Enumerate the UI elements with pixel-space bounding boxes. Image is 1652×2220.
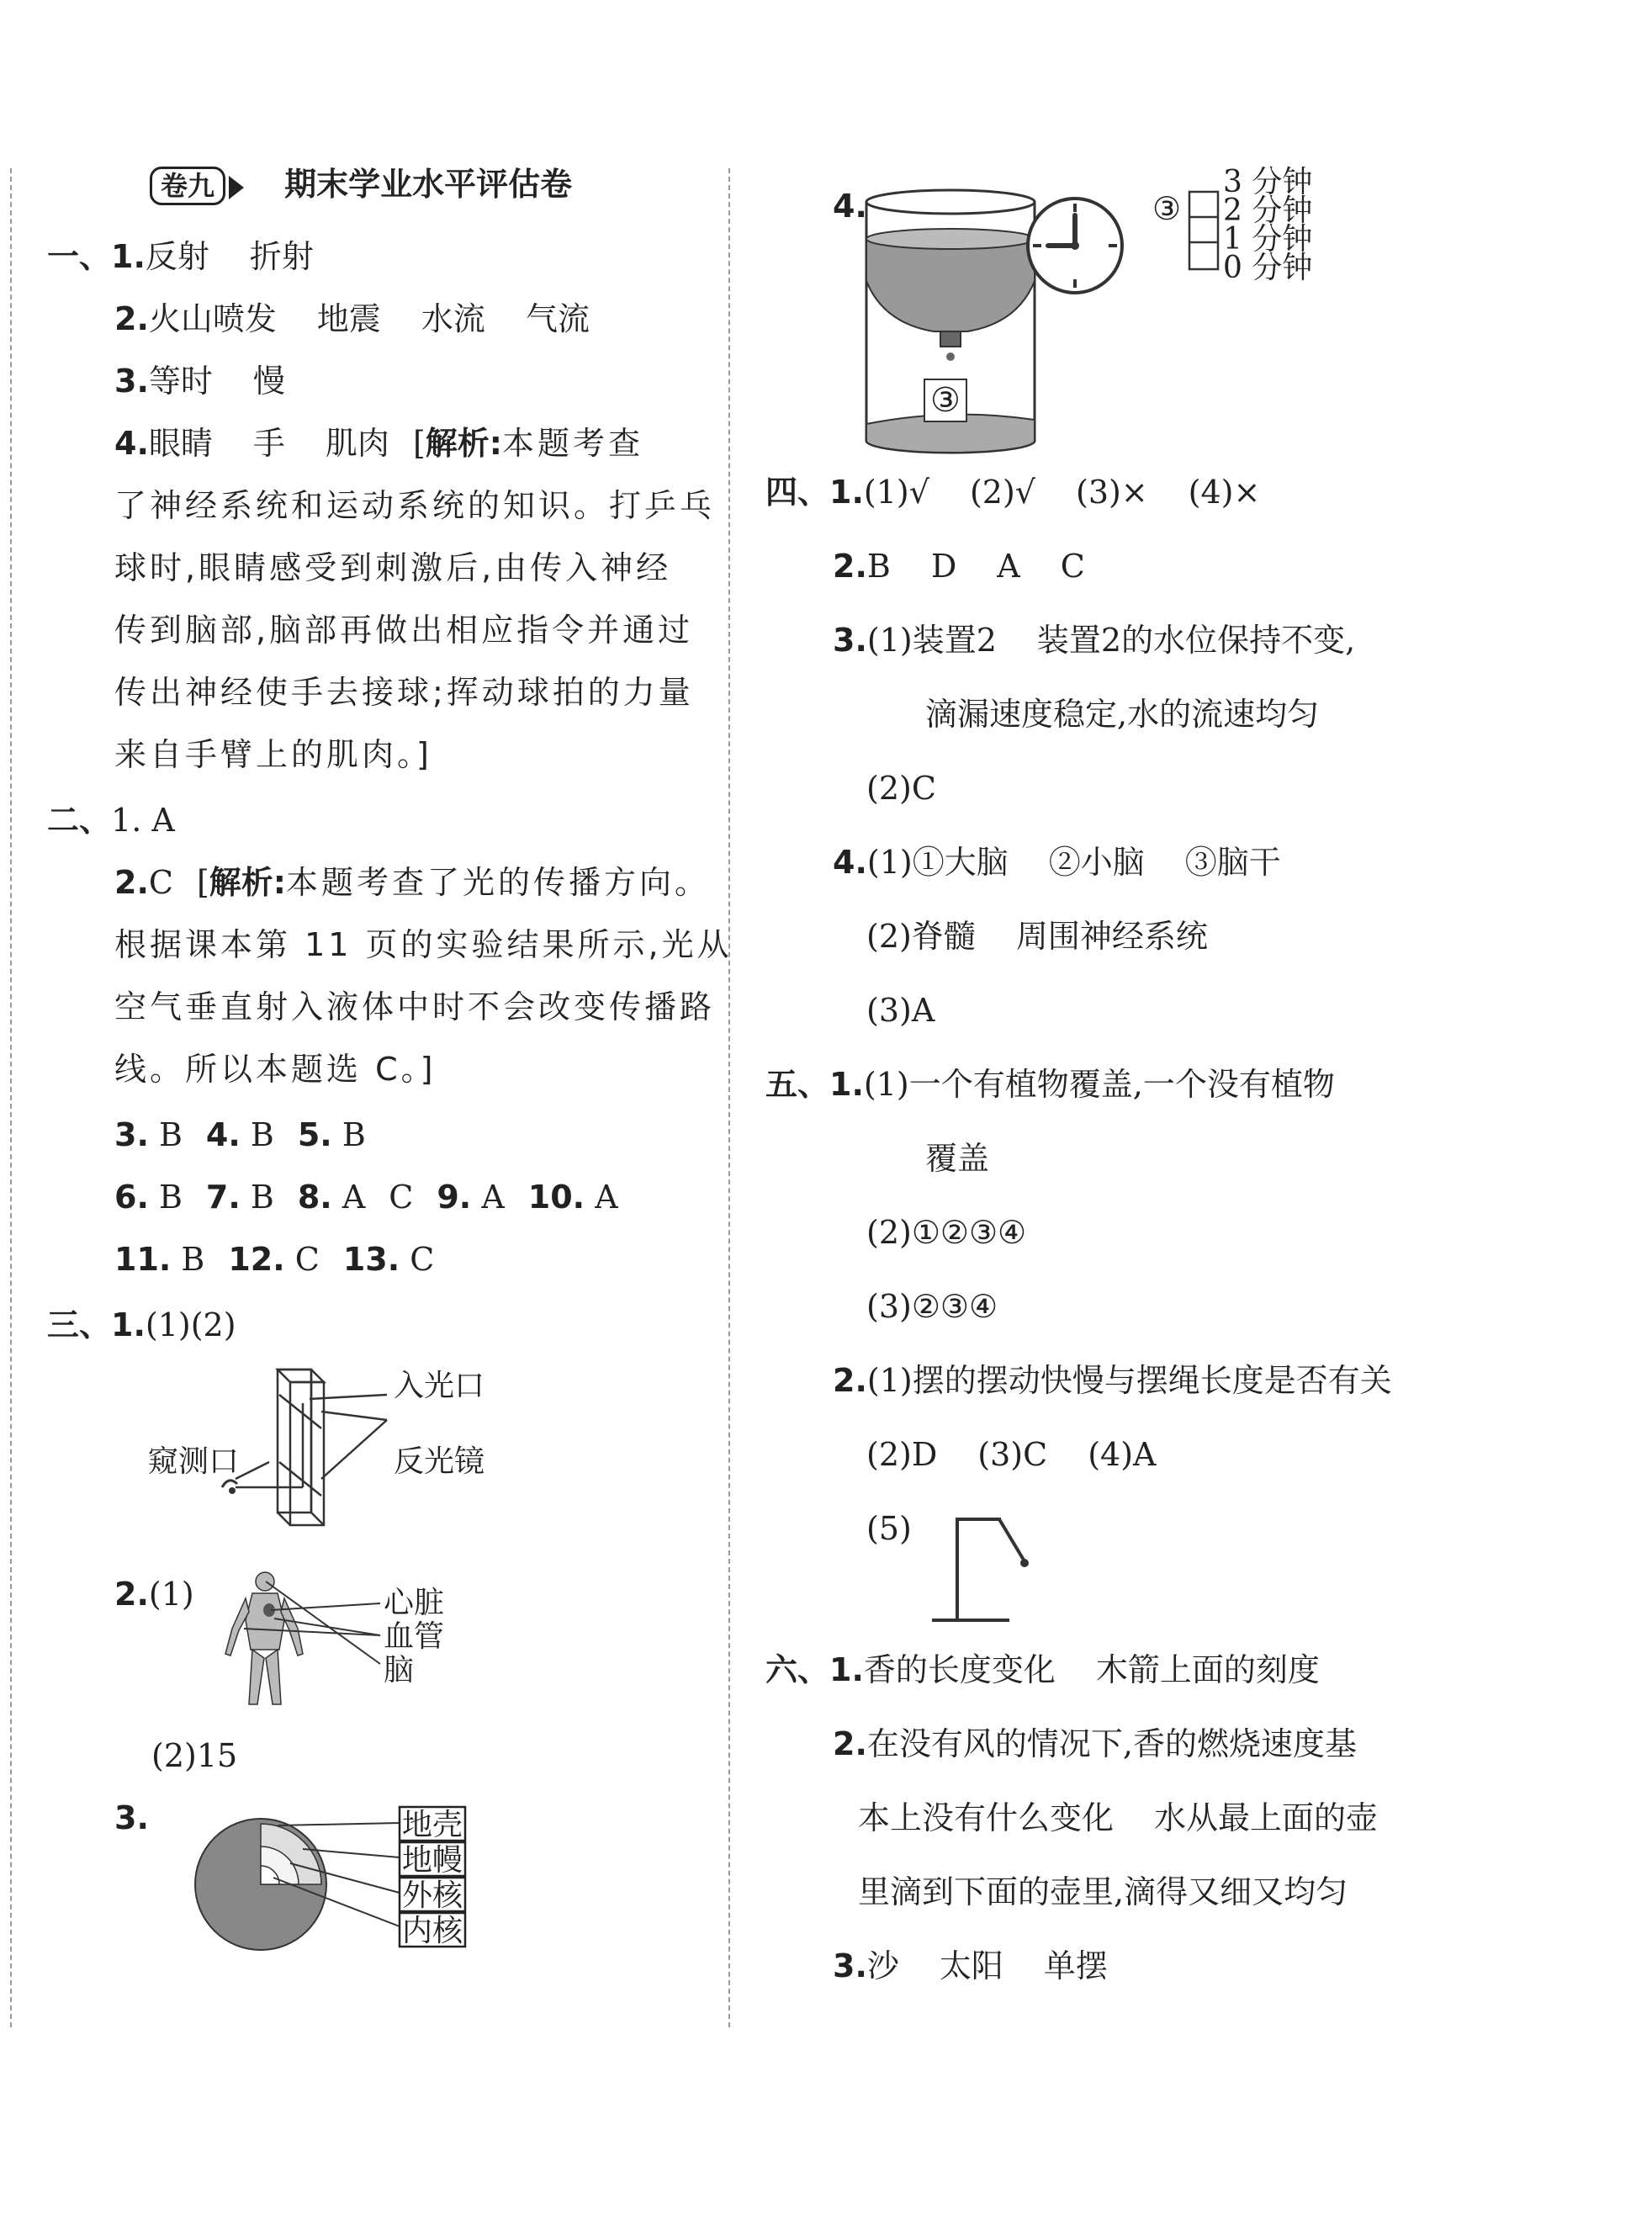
s2-row3 xyxy=(114,1115,366,1154)
answer: B xyxy=(158,1179,183,1216)
s2-row5 xyxy=(114,1240,434,1279)
label-vessel: 血管 xyxy=(384,1619,445,1654)
s2-q1 xyxy=(47,801,175,840)
analysis-label: 解析: xyxy=(209,864,286,901)
answer: 眼睛 xyxy=(148,425,213,462)
s4-q3-line3: (2)C xyxy=(866,770,936,807)
s1-q2 xyxy=(114,299,590,338)
answer: 香的长度变化 xyxy=(863,1651,1056,1688)
answer: C xyxy=(294,1241,320,1278)
q-num: 2. xyxy=(114,864,149,901)
label-light-entry: 入光口 xyxy=(394,1369,485,1403)
column-divider xyxy=(728,168,730,2027)
answer: 地震 xyxy=(316,300,381,337)
bracket: [ xyxy=(196,864,209,901)
s1-q4-analysis-line: 球时,眼睛感受到刺激后,由传入神经 xyxy=(114,549,672,586)
scale-mark: ③ xyxy=(1152,190,1182,227)
answer: B xyxy=(250,1179,274,1216)
answer: 水从最上面的壶 xyxy=(1154,1799,1379,1836)
time-scale xyxy=(1188,190,1221,274)
s4-q4 xyxy=(833,843,1281,882)
q-num: 11. xyxy=(114,1241,172,1278)
answer: (3)C xyxy=(977,1436,1048,1473)
section-num: 一、 xyxy=(47,238,112,275)
s3-q4-num: 4. xyxy=(833,188,867,225)
s1-q1 xyxy=(47,237,314,276)
answer: C xyxy=(1060,548,1085,585)
q-num: 4. xyxy=(114,425,149,462)
q-num: 9. xyxy=(437,1179,472,1216)
box-mark: ③ xyxy=(930,381,961,420)
pendulum-diagram xyxy=(925,1511,1043,1629)
answer: (2)脊髓 xyxy=(866,918,976,955)
analysis-label: 解析: xyxy=(425,425,502,462)
section-num: 五、 xyxy=(765,1066,830,1103)
q-num: 12. xyxy=(228,1241,285,1278)
s4-q1 xyxy=(765,473,1260,511)
answer: (2)√ xyxy=(969,474,1035,511)
analysis-text: 本题考查了光的传播方向。 xyxy=(286,864,711,901)
answer: (1)一个有植物覆盖,一个没有植物 xyxy=(863,1066,1335,1103)
answer: 1. A xyxy=(111,802,175,839)
clock-icon xyxy=(1025,195,1125,296)
s4-q3-line2: 滴漏速度稳定,水的流速均匀 xyxy=(925,696,1320,733)
scale-1min: 1 分钟 xyxy=(1223,222,1313,257)
answer: A xyxy=(595,1179,618,1216)
answer: (1)√ xyxy=(863,474,929,511)
water-clock-box-label xyxy=(924,379,967,422)
s6-q2 xyxy=(833,1725,1357,1763)
human-body-diagram xyxy=(219,1570,387,1713)
label-crust: 地壳 xyxy=(402,1808,463,1842)
left-margin-rule xyxy=(10,168,12,2027)
section-num: 六、 xyxy=(765,1651,830,1688)
q-num: 8. xyxy=(297,1179,332,1216)
q-num: 1. xyxy=(111,1306,146,1343)
answer: 单摆 xyxy=(1043,1947,1108,1984)
q-num: 3. xyxy=(833,622,867,659)
label-brain: 脑 xyxy=(384,1653,415,1688)
s1-q4-analysis-line: 传到脑部,脑部再做出相应指令并通过 xyxy=(114,612,694,649)
s2-row4 xyxy=(114,1178,618,1216)
answer: 慢 xyxy=(252,363,285,400)
q-num: 5. xyxy=(297,1116,332,1153)
q-num: 6. xyxy=(114,1179,149,1216)
answer: (1)装置2 xyxy=(866,622,997,659)
q-num: 10. xyxy=(527,1179,585,1216)
q-num: 1. xyxy=(111,238,146,275)
q-num: 2. xyxy=(833,548,867,585)
q-num: 2. xyxy=(833,1725,867,1762)
s2-q2-analysis-line: 根据课本第 11 页的实验结果所示,光从 xyxy=(114,926,733,963)
answer: 折射 xyxy=(249,238,314,275)
answer: (1)摆的摆动快慢与摆绳长度是否有关 xyxy=(866,1362,1392,1399)
answer: B xyxy=(866,548,891,585)
answer: (2)D xyxy=(866,1436,938,1473)
q-num: 3. xyxy=(114,1799,149,1836)
label-peephole: 窥测口 xyxy=(148,1444,240,1479)
label-outer-core: 外核 xyxy=(402,1878,463,1913)
answer: (3)× xyxy=(1076,474,1148,511)
answer: (1)(2) xyxy=(145,1306,236,1343)
paper-header xyxy=(150,165,572,205)
s6-q1 xyxy=(765,1650,1320,1689)
q-num: 2. xyxy=(114,300,149,337)
answer: A xyxy=(997,548,1020,585)
answer: 太阳 xyxy=(939,1947,1003,1984)
s3-q1 xyxy=(47,1306,236,1344)
answer: (1) xyxy=(148,1576,194,1613)
s1-q3 xyxy=(114,362,285,400)
q-num: 3. xyxy=(114,363,149,400)
answer: C xyxy=(389,1179,414,1216)
q-num: 1. xyxy=(829,1651,864,1688)
answer: ②小脑 xyxy=(1048,844,1145,881)
q-num: 3. xyxy=(833,1947,867,1984)
answer: C xyxy=(410,1241,435,1278)
s3-q2-part2: (2)15 xyxy=(151,1737,238,1774)
q-num: 3. xyxy=(114,1116,149,1153)
answer: 等时 xyxy=(148,363,213,400)
s5-q1-line3: (2)①②③④ xyxy=(866,1214,1027,1251)
paper-tag: 卷九 xyxy=(150,167,225,205)
s2-q2 xyxy=(114,863,710,902)
s5-q1-line2: 覆盖 xyxy=(925,1140,990,1177)
answer: 气流 xyxy=(525,300,590,337)
answer: A xyxy=(481,1179,505,1216)
s2-q2-analysis-line: 空气垂直射入液体中时不会改变传播路 xyxy=(114,988,716,1025)
answer: 在没有风的情况下,香的燃烧速度基 xyxy=(866,1725,1357,1762)
answer: (4)A xyxy=(1088,1436,1157,1473)
answer: ③脑干 xyxy=(1184,844,1281,881)
label-inner-core: 内核 xyxy=(402,1914,463,1948)
answer: 肌肉 xyxy=(325,425,389,462)
answer: 火山喷发 xyxy=(148,300,277,337)
answer: 周围神经系统 xyxy=(1015,918,1208,955)
s5-q2 xyxy=(833,1361,1392,1400)
q-num: 7. xyxy=(205,1179,241,1216)
s3-q3 xyxy=(114,1799,149,1837)
water-clock-diagram xyxy=(858,188,1043,466)
bracket: [ xyxy=(412,425,426,462)
answer: 本上没有什么变化 xyxy=(858,1799,1115,1836)
label-heart: 心脏 xyxy=(384,1586,445,1620)
answer: D xyxy=(930,548,957,585)
q-num: 2. xyxy=(833,1362,867,1399)
section-num: 四、 xyxy=(765,474,830,511)
s4-q4-line2 xyxy=(866,917,1208,956)
s6-q2-line3: 里滴到下面的壶里,滴得又细又均匀 xyxy=(858,1873,1348,1910)
s6-q3 xyxy=(833,1947,1108,1985)
answer: (1)①大脑 xyxy=(866,844,1009,881)
s3-q2 xyxy=(114,1575,194,1613)
arrow-icon xyxy=(229,176,244,199)
answer: A xyxy=(342,1179,366,1216)
q-num: 4. xyxy=(833,844,867,881)
label-mantle: 地幔 xyxy=(402,1843,463,1878)
s6-q2-line2 xyxy=(858,1799,1378,1837)
s4-q4-line3: (3)A xyxy=(866,992,935,1029)
s1-q4 xyxy=(114,424,643,463)
scale-2min: 2 分钟 xyxy=(1223,193,1313,228)
answer: 水流 xyxy=(421,300,485,337)
scale-3min: 3 分钟 xyxy=(1223,165,1313,199)
answer: 沙 xyxy=(866,1947,899,1984)
answer: B xyxy=(158,1116,183,1153)
q-num: 13. xyxy=(342,1241,400,1278)
section-num: 三、 xyxy=(47,1306,112,1343)
section-num: 二、 xyxy=(47,802,112,839)
answer: 反射 xyxy=(145,238,209,275)
label-mirror: 反光镜 xyxy=(394,1444,485,1479)
q-num: 1. xyxy=(829,474,864,511)
scale-0min: 0 分钟 xyxy=(1223,251,1313,285)
s1-q4-analysis-line: 了神经系统和运动系统的知识。打乒乓 xyxy=(114,487,716,524)
analysis-text: 本题考查 xyxy=(501,425,643,462)
answer: B xyxy=(250,1116,274,1153)
q-num: 1. xyxy=(829,1066,864,1103)
paper-title: 期末学业水平评估卷 xyxy=(284,166,573,203)
answer: 装置2的水位保持不变, xyxy=(1036,622,1356,659)
answer: C xyxy=(148,864,173,901)
s1-q4-analysis-line: 来自手臂上的肌肉。] xyxy=(114,736,432,773)
s1-q4-analysis-line: 传出神经使手去接球;挥动球拍的力量 xyxy=(114,674,694,711)
q-num: 4. xyxy=(205,1116,241,1153)
s4-q3 xyxy=(833,621,1355,660)
answer: (4)× xyxy=(1188,474,1261,511)
answer: B xyxy=(342,1116,366,1153)
s5-q2-line3: (5) xyxy=(866,1510,912,1547)
s5-q1-line4: (3)②③④ xyxy=(866,1288,998,1325)
s4-q2 xyxy=(833,547,1085,585)
s2-q2-analysis-line: 线。所以本题选 C。] xyxy=(114,1051,437,1088)
answer: 木箭上面的刻度 xyxy=(1095,1651,1320,1688)
answer: B xyxy=(181,1241,205,1278)
answer: 手 xyxy=(252,425,285,462)
s5-q2-line2 xyxy=(866,1435,1156,1474)
q-num: 2. xyxy=(114,1576,149,1613)
s5-q1 xyxy=(765,1065,1335,1104)
